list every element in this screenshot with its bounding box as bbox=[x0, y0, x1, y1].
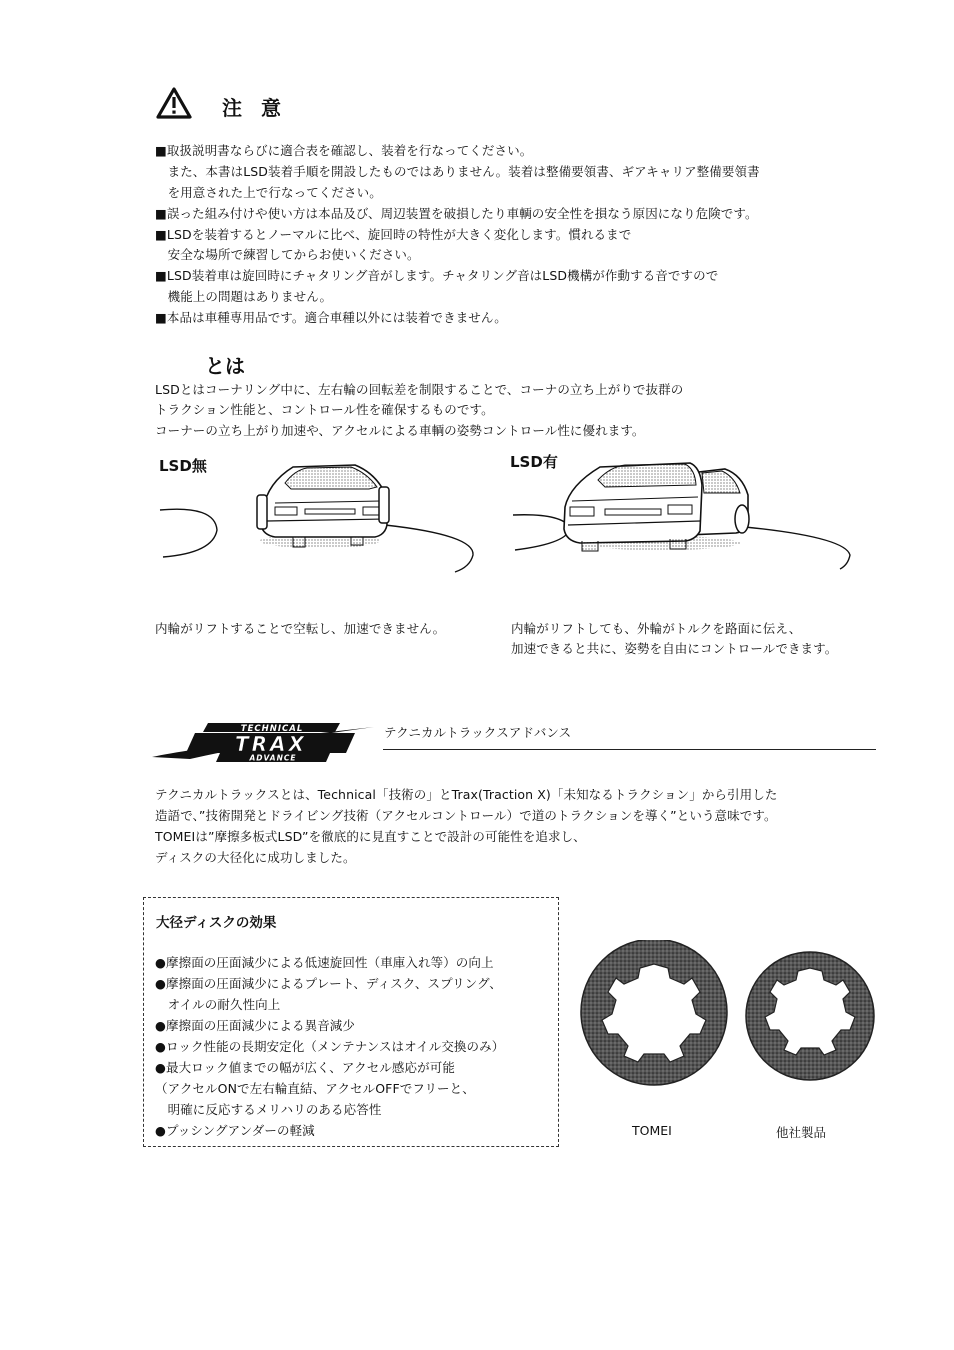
trax-line: ディスクの大径化に成功しました。 bbox=[155, 850, 356, 865]
warning-line: ■取扱説明書ならびに適合表を確認し、装着を行なってください。 bbox=[155, 143, 533, 158]
trax-line: TOMEIは”摩擦多板式LSD”を徹底的に見直すことで設計の可能性を追求し、 bbox=[155, 829, 586, 844]
technical-trax-advance-logo bbox=[150, 719, 375, 765]
logo-main-text: TRAX bbox=[235, 732, 307, 756]
warning-line: ■LSDを装着するとノーマルに比べ、旋回時の特性が大きく変化します。慣れるまで bbox=[155, 227, 632, 242]
effects-line: 明確に反応するメリハリのある応答性 bbox=[155, 1102, 382, 1117]
warning-triangle-icon bbox=[155, 86, 193, 120]
trax-heading-rule bbox=[383, 749, 876, 750]
trax-line: 造語で、”技術開発とドライビング技術（アクセルコントロール）で道のトラクションを導く”という意味です。 bbox=[155, 808, 777, 823]
warning-line: ■誤った組み付けや使い方は本品及び、周辺装置を破損したり車輌の安全性を損なう原因になり危険です。 bbox=[155, 206, 758, 221]
lsd-with-label: LSD有 bbox=[510, 453, 558, 471]
car-with-lsd-illustration bbox=[510, 455, 855, 575]
effects-title: 大径ディスクの効果 bbox=[156, 915, 277, 931]
car-without-lsd-illustration bbox=[155, 455, 485, 580]
effects-line: ●摩擦面の圧面減少によるプレート、ディスク、スプリング、 bbox=[155, 976, 502, 991]
disc-comparison-illustration bbox=[580, 940, 880, 1090]
effects-line: ●最大ロック値までの幅が広く、アクセル感応が可能 bbox=[155, 1060, 455, 1075]
warning-line: 機能上の問題はありません。 bbox=[155, 289, 333, 304]
effects-line: ●摩擦面の圧面減少による低速旋回性（車庫入れ等）の向上 bbox=[155, 955, 494, 970]
warning-line: を用意された上で行なってください。 bbox=[155, 185, 382, 200]
warning-line: ■LSD装着車は旋回時にチャタリング音がします。チャタリング音はLSD機構が作動する音ですので bbox=[155, 268, 719, 283]
other-disc bbox=[746, 952, 874, 1080]
trax-heading: テクニカルトラックスアドバンス bbox=[384, 725, 572, 740]
tomei-disc bbox=[581, 940, 727, 1085]
effects-line: オイルの耐久性向上 bbox=[155, 997, 281, 1012]
lsd-line: コーナーの立ち上がり加速や、アクセルによる車輌の姿勢コントロール性に優れます。 bbox=[155, 423, 645, 438]
lsd-line: トラクション性能と、コントロール性を確保するものです。 bbox=[155, 402, 494, 417]
other-disc-label: 他社製品 bbox=[776, 1125, 827, 1140]
logo-bottom-text: ADVANCE bbox=[249, 753, 297, 763]
logo-top-text: TECHNICAL bbox=[240, 724, 304, 734]
warning-line: 安全な場所で練習してからお使いください。 bbox=[155, 247, 420, 262]
effects-line: ●プッシングアンダーの軽減 bbox=[155, 1123, 315, 1138]
lsd-heading: とは bbox=[205, 354, 245, 378]
lsd-with-caption: 内輪がリフトしても、外輪がトルクを路面に伝え、 bbox=[511, 621, 802, 636]
lsd-line: LSDとはコーナリング中に、左右輪の回転差を制限することで、コーナの立ち上がりで抜群の bbox=[155, 382, 684, 397]
trax-line: テクニカルトラックスとは、Technical「技術の」とTrax(Traction X)「未知なるトラクション」から引用した bbox=[155, 787, 778, 802]
lsd-with-caption: 加速できると共に、姿勢を自由にコントロールできます。 bbox=[511, 641, 838, 656]
lsd-without-label: LSD無 bbox=[159, 457, 207, 475]
lsd-without-caption: 内輪がリフトすることで空転し、加速できません。 bbox=[155, 621, 446, 636]
effects-line: ●ロック性能の長期安定化（メンテナンスはオイル交換のみ） bbox=[155, 1039, 505, 1054]
warning-line: また、本書はLSD装着手順を開設したものではありません。装着は整備要領書、ギアキャリア整備要領書 bbox=[155, 164, 760, 179]
warning-line: ■本品は車種専用品です。適合車種以外には装着できません。 bbox=[155, 310, 507, 325]
tomei-disc-label: TOMEI bbox=[632, 1123, 672, 1138]
effects-line: ●摩擦面の圧面減少による異音減少 bbox=[155, 1018, 356, 1033]
warning-title: 注 意 bbox=[222, 96, 287, 120]
effects-line: （アクセルONで左右輪直結、アクセルOFFでフリーと、 bbox=[155, 1081, 475, 1096]
